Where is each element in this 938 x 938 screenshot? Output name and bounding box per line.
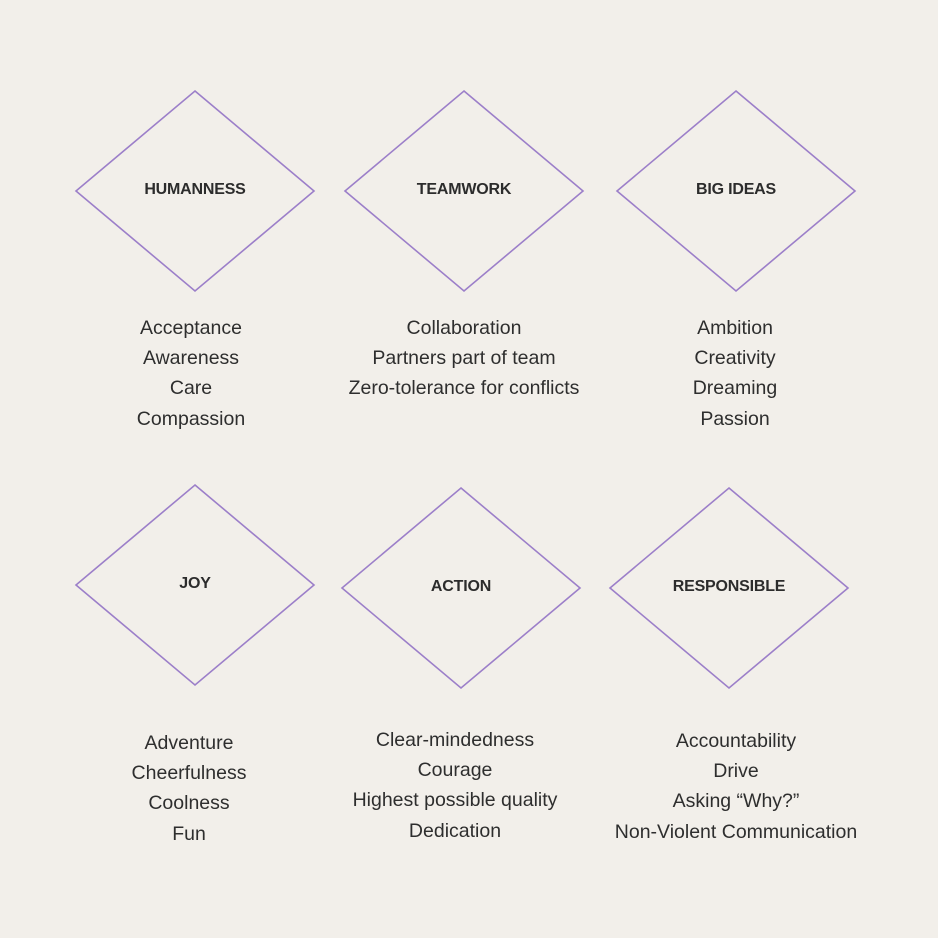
value-diamond-joy xyxy=(75,484,315,686)
value-item: Dedication xyxy=(408,819,502,842)
value-item: Zero-tolerance for conflicts xyxy=(348,377,580,400)
value-item: Coolness xyxy=(148,792,230,815)
value-diamond-big-ideas xyxy=(616,90,856,292)
value-title: BIG IDEAS xyxy=(696,181,776,198)
value-title: ACTION xyxy=(430,578,492,595)
value-item: Courage xyxy=(417,759,493,782)
value-item: Highest possible quality xyxy=(352,789,558,812)
value-item: Awareness xyxy=(142,347,240,370)
value-item: Passion xyxy=(700,407,770,430)
value-list-humanness xyxy=(31,313,351,434)
value-item: Acceptance xyxy=(140,317,242,339)
value-diamond-teamwork xyxy=(344,90,584,292)
value-item: Fun xyxy=(172,822,206,845)
value-item: Clear-mindedness xyxy=(375,729,535,751)
value-item: Dreaming xyxy=(692,377,778,400)
value-diamond-humanness xyxy=(75,90,315,292)
value-item: Ambition xyxy=(697,317,773,339)
value-title: HUMANNESS xyxy=(144,181,246,198)
value-list-big-ideas xyxy=(575,313,895,434)
value-item: Drive xyxy=(713,760,759,783)
value-list-responsible xyxy=(576,726,896,847)
value-item: Care xyxy=(169,377,213,400)
value-item: Non-Violent Communication xyxy=(614,820,858,843)
value-title: TEAMWORK xyxy=(416,181,512,198)
value-item: Cheerfulness xyxy=(131,762,247,785)
value-item: Asking “Why?” xyxy=(672,790,800,813)
value-item: Accountability xyxy=(675,730,797,752)
value-list-action xyxy=(295,725,615,846)
value-title: JOY xyxy=(179,575,211,592)
value-diamond-action xyxy=(341,487,581,689)
value-item: Compassion xyxy=(136,407,246,430)
value-item: Creativity xyxy=(694,347,776,370)
value-item: Collaboration xyxy=(406,317,522,339)
value-item: Partners part of team xyxy=(372,347,556,370)
value-item: Adventure xyxy=(144,732,234,754)
value-diamond-responsible xyxy=(609,487,849,689)
value-title: RESPONSIBLE xyxy=(672,578,786,595)
